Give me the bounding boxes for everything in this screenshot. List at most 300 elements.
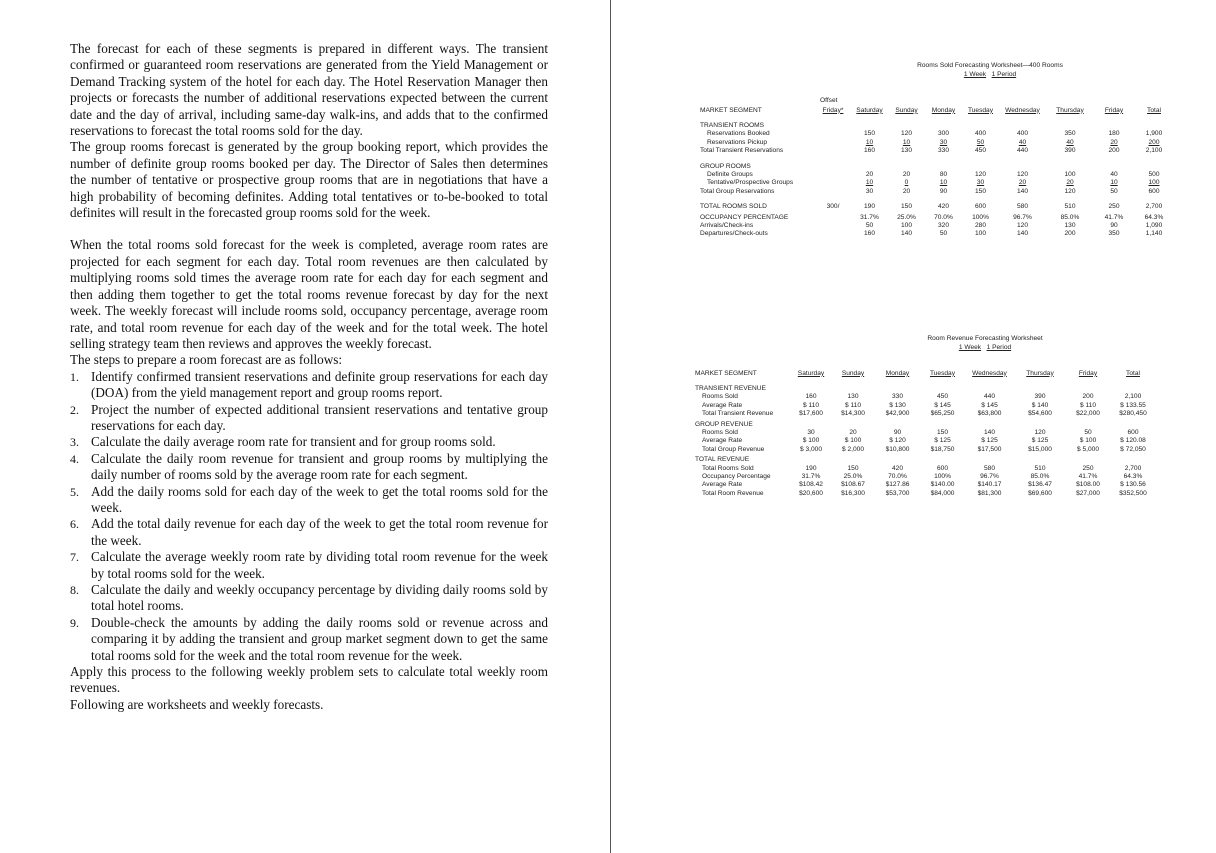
page-divider [610,0,611,853]
table-cell [831,454,875,464]
table-cell: $81,300 [977,489,1002,497]
table-cell: 130 [1064,222,1076,230]
table-cell [999,161,1046,171]
table-cell: 20 [1018,179,1027,187]
row-label: Arrivals/Check-ins [700,222,754,230]
table-cell [965,454,1014,464]
table-cell: 100 [1148,179,1160,187]
table-cell: 2,700 [1124,464,1142,472]
table-cell: 130 [900,147,912,155]
table-cell: 600 [974,203,986,211]
column-header: Friday* [822,106,844,114]
table-cell [1014,419,1066,429]
table-cell: $ 130 [889,401,906,409]
table-row [695,419,1205,429]
row-label: Reservations Pickup [707,138,768,146]
steps-list [70,369,548,664]
table-cell [965,383,1014,393]
table-cell: 440 [1016,147,1028,155]
step-number: 7. [70,550,79,565]
table-cell: $ 100 [844,437,862,445]
table-cell: 160 [863,147,875,155]
table-cell: $69,600 [1028,489,1052,497]
table-cell: 580 [1016,203,1028,211]
table-cell: $ 110 [1079,401,1096,409]
table-cell: $ 145 [934,401,951,409]
table-cell: $54,600 [1028,410,1052,418]
step-item [70,434,548,450]
table-cell: $84,000 [930,489,955,497]
table-cell: 70.0% [934,213,953,221]
header-row [700,106,1200,115]
table-cell: $27,000 [1076,489,1100,497]
table-cell: 100 [900,222,912,230]
table-cell: 90 [939,187,948,195]
table-cell: 20 [902,187,911,195]
step-text: Add the daily rooms sold for each day of the week to get the total rooms sold for the week. [91,483,548,515]
table-cell: 50 [1084,429,1092,437]
table-row [700,222,1200,230]
table-cell [999,120,1046,130]
table-cell: 120 [1034,429,1046,437]
table-row [695,429,1205,437]
row-label: Average Rate [702,401,743,409]
table-cell [831,383,875,393]
header-row [695,369,1205,378]
step-text: Add the total daily revenue for each day of the week to get the total room revenue for the week. [91,516,548,548]
table-row [700,201,1200,211]
table-cell: 140 [900,230,912,238]
table-row [700,179,1200,187]
table-cell: 400 [1016,130,1028,138]
revenue-ws-title: Room Revenue Forecasting Worksheet [927,335,1043,342]
table-row [695,393,1205,401]
step-number: 9. [70,615,79,630]
paragraph-forecast-segments: The forecast for each of these segments is prepared in different ways. The transient confirmed or guaranteed room reservations are generated from the Yield Management or Demand Tracking system of the hotel for each day. The Hotel Reservation Manager then projects or forecasts the number of additional reservations expected between the current date and the day of arrival, including same-day walk-ins, and adds that to the confirmed reservations to forecast the total rooms sold for the day. [70,41,548,139]
table-cell: 10 [865,138,874,146]
table-cell: 150 [974,187,986,195]
table-cell: $ 125 [1031,437,1049,445]
table-cell: $ 3,000 [800,445,822,453]
table-cell: 600 [936,464,948,472]
table-cell: 100 [1064,171,1076,179]
table-cell: 20 [849,429,857,437]
column-header: Sunday [841,369,865,377]
table-cell: $42,900 [885,410,910,418]
table-cell [815,139,851,147]
table-cell: $17,600 [799,410,823,418]
table-cell: 2,100 [1124,393,1142,401]
table-cell [1066,454,1110,464]
table-cell: 200 [1108,147,1120,155]
table-cell: $ 110 [844,401,861,409]
table-cell: $ 125 [934,437,951,445]
table-cell: $ 120 [889,437,906,445]
table-cell: 30 [939,138,948,146]
row-label: Rooms Sold [702,393,738,401]
column-header: Wednesday [972,369,1007,377]
table-cell: 200 [1064,230,1076,238]
table-cell [875,454,920,464]
table-cell: 120 [900,130,912,138]
table-cell: 96.7% [1013,213,1032,221]
table-cell: $108.67 [841,481,865,489]
table-row [695,410,1205,418]
table-cell: 96.7% [980,473,999,481]
table-cell: $ 2,000 [842,445,864,453]
rooms-ws-period: 1 Period [991,71,1017,78]
table-row [695,490,1205,498]
table-cell: 390 [1034,393,1046,401]
table-cell: 20 [902,171,911,179]
table-cell [888,161,925,171]
column-header: Saturday [856,106,883,114]
table-cell: 31.7% [860,213,879,221]
table-cell: 350 [1108,230,1120,238]
column-header: Monday [931,106,956,114]
step-number: 2. [70,402,79,417]
step-item [70,402,548,435]
table-cell: 190 [805,464,817,472]
table-cell: 190 [863,203,875,211]
column-header: Tuesday [967,106,994,114]
row-label: Average Rate [702,437,743,445]
table-cell: 510 [1064,203,1076,211]
table-cell [791,383,831,393]
table-cell: 250 [1108,203,1120,211]
table-cell: 41.7% [1104,213,1124,221]
step-item [70,549,548,582]
table-cell: $140.00 [930,481,955,489]
step-number: 6. [70,517,79,532]
table-cell [815,161,851,171]
table-cell [815,130,851,138]
table-row [695,383,1205,393]
table-cell: 1,140 [1145,230,1163,238]
table-cell: 20 [1110,138,1118,146]
row-label: TOTAL REVENUE [695,456,750,464]
table-cell: 120 [974,171,986,179]
table-cell: 130 [847,393,859,401]
table-cell: 160 [863,230,875,238]
table-cell: 90 [893,429,902,437]
table-cell [1110,419,1156,429]
table-cell: 120 [1016,171,1028,179]
table-cell: $20,600 [799,489,823,497]
table-cell: 600 [1148,187,1160,195]
row-label: TRANSIENT REVENUE [695,385,766,392]
table-row [700,230,1200,238]
table-cell: 0 [904,179,909,187]
table-cell [1046,161,1094,171]
column-header: Total [1126,369,1140,377]
table-cell: 40 [1018,138,1027,146]
table-cell [925,161,962,171]
table-cell: 2,700 [1145,203,1163,211]
row-label: Total Transient Revenue [702,410,774,418]
table-cell: 100% [972,213,989,221]
table-cell: 85.0% [1030,473,1050,481]
table-cell: 50 [939,230,948,238]
table-row [700,139,1200,147]
table-cell [815,147,851,155]
table-cell [920,419,965,429]
table-cell [815,179,851,187]
table-cell: $ 125 [981,437,998,445]
table-cell: 500 [1148,171,1160,179]
revenue-table [695,369,1205,498]
table-cell: $280,450 [1119,410,1147,418]
table-cell: $ 145 [981,401,998,409]
column-header: Thursday [1026,369,1054,377]
table-cell: 25.0% [843,473,863,481]
row-label: Average Rate [702,481,743,489]
table-row [700,147,1200,155]
table-cell [1066,383,1110,393]
table-cell: 450 [974,147,986,155]
row-label: GROUP ROOMS [700,162,751,170]
table-cell [815,230,851,238]
row-label: Total Group Revenue [702,445,765,453]
table-cell [1046,120,1094,130]
table-cell: 200 [1082,393,1094,401]
table-cell: 2,100 [1145,147,1163,155]
revenue-ws-period: 1 Period [986,344,1012,351]
step-number: 5. [70,484,79,499]
table-row [700,161,1200,171]
table-cell: $53,700 [885,489,910,497]
column-header: Sunday [895,106,918,114]
row-label: Occupancy Percentage [702,473,771,481]
row-label: TOTAL ROOMS SOLD [700,203,767,211]
table-cell: $65,250 [930,410,955,418]
table-cell [791,419,831,429]
table-cell [815,212,851,222]
table-cell: 420 [891,464,903,472]
table-cell [1066,419,1110,429]
step-number: 1. [70,369,79,384]
column-header: Total [1147,106,1161,114]
step-text: Calculate the average weekly room rate by dividing total room revenue for the week by total rooms sold for the week. [91,549,548,581]
step-text: Project the number of expected additional transient reservations and tentative group reservations for each day. [91,401,548,433]
table-cell: $ 100 [1079,437,1097,445]
table-cell: 400 [974,130,986,138]
table-cell: $ 5,000 [1077,445,1099,453]
table-cell: $15,000 [1028,445,1052,453]
table-cell: 180 [1108,130,1120,138]
table-cell: 50 [976,138,985,146]
table-cell [888,120,925,130]
row-label: OCCUPANCY PERCENTAGE [700,213,789,221]
table-cell [1134,161,1174,171]
table-cell: 160 [805,393,817,401]
table-row [695,481,1205,489]
table-row [700,171,1200,179]
table-cell: 120 [1064,187,1076,195]
table-row [695,437,1205,445]
step-text: Double-check the amounts by adding the daily rooms sold or revenue across and comparing it by adding the transient and group market segment down to get the same total rooms sold for the week and the total room revenue for the week. [91,614,548,663]
table-cell: 85.0% [1060,213,1080,221]
table-cell: $ 72,050 [1120,445,1146,453]
row-label: Total Rooms Sold [702,464,754,472]
table-cell [815,188,851,196]
table-row [695,402,1205,410]
row-label: TRANSIENT ROOMS [700,122,764,129]
column-header: Friday [1078,369,1098,377]
step-text: Calculate the daily and weekly occupancy percentage by dividing daily rooms sold by total hotel rooms. [91,582,548,614]
table-cell: 30 [976,179,985,187]
table-cell [962,120,999,130]
step-number: 8. [70,583,79,597]
table-row [700,130,1200,138]
table-cell [815,171,851,179]
step-item [70,369,548,402]
table-cell: 70.0% [888,473,907,481]
table-cell: 100 [974,230,986,238]
table-cell [1014,383,1066,393]
table-cell [791,454,831,464]
table-cell: $16,300 [841,489,865,497]
table-cell: 150 [863,130,875,138]
paragraph-following: Following are worksheets and weekly forecasts. [70,696,324,712]
table-cell [815,222,851,230]
table-cell: 64.3% [1123,473,1143,481]
table-cell: 200 [1148,138,1160,146]
paragraph-apply: Apply this process to the following weekly problem sets to calculate total weekly room revenues. [70,664,548,696]
table-cell [962,161,999,171]
table-cell: $18,750 [930,445,955,453]
paragraph-group-forecast: The group rooms forecast is generated by the group booking report, which provides the number of definite group rooms booked per day. The Director of Sales then determines the number of tentative or prospective group rooms that are in negotiations that have a high probability of becoming definites. Adding total tentatives or to-be-booked to total definites will result in the forecasted group rooms sold for the week. [70,139,548,221]
paragraph-revenue-forecast: When the total rooms sold forecast for the week is completed, average room rates are projected for each segment for each day. Total room revenues are then calculated by multiplying rooms sold times the average room rate for each day for each segment and then adding them together to get the total rooms revenue forecast by day for the next week. The weekly forecast will include rooms sold, occupancy percentage, average room rate, and total room revenue for each day of the week and for the total week. The hotel selling strategy team then reviews and approves the weekly forecast. [70,237,548,351]
step-item [70,484,548,517]
table-cell: 120 [1016,222,1028,230]
rooms-ws-week: 1 Week [963,71,987,78]
table-cell: 20 [865,171,874,179]
table-cell: $ 110 [802,401,819,409]
table-cell: 100% [934,473,951,481]
table-cell: $136.47 [1028,481,1052,489]
step-item [70,582,548,615]
row-label: Reservations Booked [707,130,770,138]
table-cell: 300 [937,130,949,138]
table-cell: 150 [900,203,912,211]
table-cell: 150 [936,429,948,437]
table-cell: $ 133.55 [1120,401,1146,409]
table-cell [831,419,875,429]
table-cell: 320 [937,222,949,230]
table-cell [1014,454,1066,464]
table-cell [1094,120,1134,130]
table-row [700,212,1200,222]
table-cell [920,383,965,393]
table-cell: $22,000 [1076,410,1100,418]
column-header: Tuesday [929,369,956,377]
table-cell: 350 [1064,130,1076,138]
table-cell: 31.7% [801,473,821,481]
step-text: Calculate the daily average room rate for transient and for group rooms sold. [91,434,496,450]
table-cell: $352,500 [1119,489,1147,497]
table-cell: 50 [865,222,874,230]
row-label: Tentative/Prospective Groups [707,179,794,187]
table-cell: $127.86 [885,481,910,489]
table-cell: 600 [1127,429,1139,437]
table-cell [875,419,920,429]
table-cell [920,454,965,464]
table-cell: $ 140 [1031,401,1049,409]
table-cell: $ 120.08 [1120,437,1146,445]
text-column [70,41,548,713]
column-header: MARKET SEGMENT [695,369,757,377]
table-cell [1110,454,1156,464]
table-cell: 450 [936,393,948,401]
table-cell: $140.17 [977,481,1002,489]
table-cell: $63,800 [977,410,1002,418]
table-row [700,188,1200,196]
rooms-ws-title: Rooms Sold Forecasting Worksheet—400 Rooms [917,62,1063,69]
table-cell: $108.00 [1076,481,1100,489]
table-cell [815,120,851,130]
step-item [70,615,548,664]
table-cell: $ 130.56 [1120,481,1146,489]
table-cell: 140 [1016,230,1028,238]
table-row [695,446,1205,454]
table-cell [1094,161,1134,171]
table-cell: 10 [902,138,911,146]
step-number: 4. [70,451,79,466]
step-number: 3. [70,435,79,450]
revenue-ws-period-line [695,344,1205,352]
rooms-ws-period-line [700,71,1200,79]
row-label: Total Transient Reservations [700,147,784,155]
table-cell: 40 [1066,138,1074,146]
table-cell: 1,090 [1145,222,1163,230]
table-row [700,120,1200,130]
table-cell: 80 [939,171,948,179]
column-header: Friday [1104,106,1124,114]
table-cell [925,120,962,130]
rooms-ws-offset-label: Offset [820,97,838,104]
table-cell: 1,900 [1145,130,1163,138]
table-cell: 30 [807,429,815,437]
table-row [695,454,1205,464]
table-cell: $ 100 [802,437,820,445]
table-cell [851,161,888,171]
table-cell: 580 [983,464,995,472]
table-cell [1110,383,1156,393]
table-cell: 150 [847,464,859,472]
table-row [695,473,1205,481]
table-cell: 90 [1110,222,1118,230]
column-header: Thursday [1056,106,1084,114]
table-cell: 50 [1110,187,1118,195]
table-cell [875,383,920,393]
table-cell: 420 [937,203,949,211]
column-header: Saturday [797,369,825,377]
table-cell: 300/ [826,203,840,211]
table-cell: 30 [865,187,874,195]
table-cell: 510 [1034,464,1046,472]
table-cell: 40 [1110,171,1118,179]
table-cell [1134,120,1174,130]
table-cell: 280 [974,222,986,230]
row-label: Total Group Reservations [700,187,775,195]
table-cell: 330 [937,147,949,155]
column-header: Wednesday [1005,106,1040,114]
rooms-sold-worksheet [700,62,1200,282]
table-cell: 140 [1016,187,1028,195]
step-text: Identify confirmed transient reservations and definite group reservations for each day (DOA) from the yield management report and group rooms report. [91,368,548,401]
column-header: MARKET SEGMENT [700,106,762,114]
